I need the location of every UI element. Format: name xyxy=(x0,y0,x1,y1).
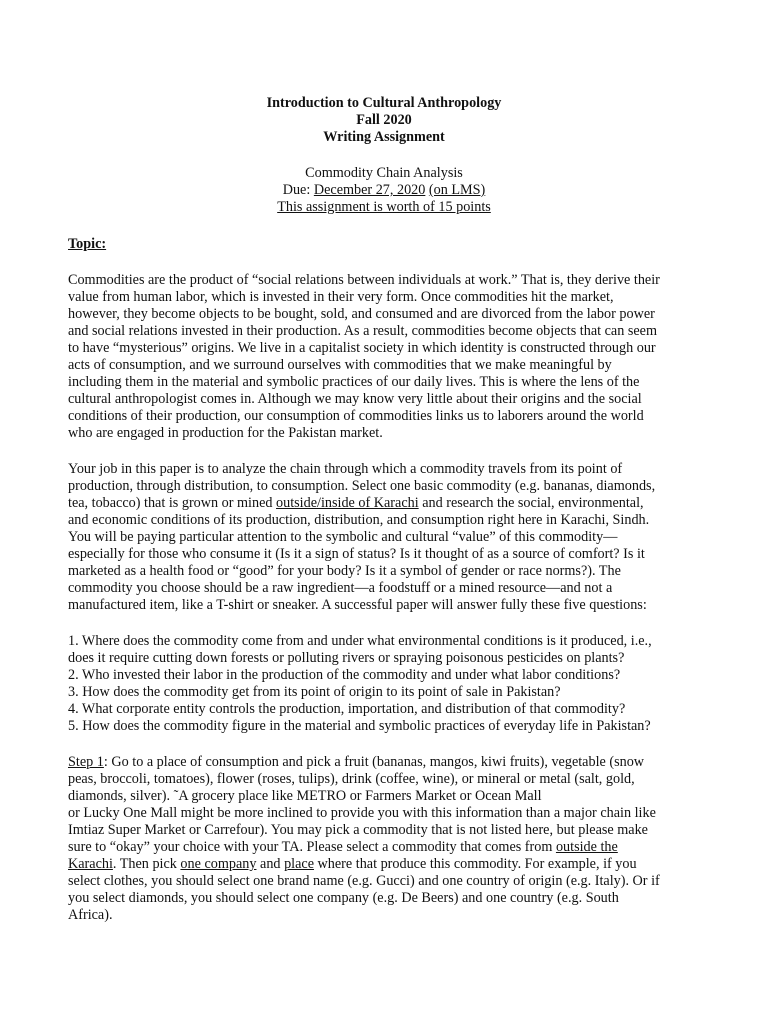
para2-line: and economic conditions of its production, distribution, and consumption right here in Karachi, Sindh. xyxy=(68,512,650,528)
para2-text: tea, tobacco) that is grown or mined xyxy=(68,495,277,511)
para1-line: and social relations invested in their production. As a result, commodities become objects that can seem xyxy=(68,323,658,339)
topic-heading: Topic: xyxy=(68,236,107,252)
step1-line: Imtiaz Super Market or Carrefour). You may pick a commodity that is not listed here, but please make xyxy=(68,822,648,838)
question-line: 5. How does the commodity figure in the material and symbolic practices of everyday life in Pakistan? xyxy=(68,718,651,734)
para2-line: You will be paying particular attention to the symbolic and cultural “value” of this commodity— xyxy=(68,529,618,545)
para1-line: value from human labor, which is invested in their very form. Once commodities hit the market, xyxy=(68,289,614,305)
step1-text: sure to “okay” your choice with your TA. Please select a commodity that comes from xyxy=(68,839,556,855)
para2-line xyxy=(68,495,644,512)
question-line: 3. How does the commodity get from its point of origin to its point of sale in Pakistan? xyxy=(68,684,561,700)
para2-line: especially for those who consume it (Is it a sign of status? Is it thought of as a source of comfort? Is it xyxy=(68,546,645,562)
step1-line: peas, broccoli, tomatoes), flower (roses, tulips), drink (coffee, wine), or mineral or metal (salt, gold, xyxy=(68,771,635,787)
step1-line xyxy=(68,754,644,771)
assignment-type: Writing Assignment xyxy=(323,129,445,145)
para2-text: and research the social, environmental, xyxy=(418,495,644,511)
para1-line: including them in the material and symbolic practices of our daily lives. This is where the lens of the xyxy=(68,374,640,390)
step1-emphasis: outside the xyxy=(555,839,618,855)
para2-line: manufactured item, like a T-shirt or sneaker. A successful paper will answer fully these five questions: xyxy=(68,597,647,613)
due-prefix: Due: xyxy=(282,182,314,198)
location-emphasis: outside/inside of Karachi xyxy=(276,495,419,511)
para1-line: conditions of their production, our consumption of commodities links us to laborers around the world xyxy=(68,408,644,424)
para2-line: marketed as a health food or “good” for your body? Is it a symbol of gender or race norms?). The xyxy=(68,563,621,579)
question-line: 1. Where does the commodity come from and under what environmental conditions is it produced, i.e., xyxy=(68,633,652,649)
step1-line: you select diamonds, you should select one company (e.g. De Beers) and one country (e.g. South xyxy=(68,890,619,906)
step1-text: and xyxy=(256,856,285,872)
step1-line: Africa). xyxy=(68,907,113,923)
worth-line: This assignment is worth of 15 points xyxy=(277,199,491,215)
step1-emphasis: one company xyxy=(180,856,257,872)
question-line: 4. What corporate entity controls the production, importation, and distribution of that commodity? xyxy=(68,701,626,717)
step1-text: where that produce this commodity. For example, if you xyxy=(314,856,637,872)
step1-line xyxy=(68,839,618,856)
due-date: December 27, 2020 xyxy=(313,182,426,198)
due-line xyxy=(0,182,768,199)
step1-line: or Lucky One Mall might be more inclined to provide you with this information than a major chain like xyxy=(68,805,656,821)
due-where: (on LMS) xyxy=(428,182,486,198)
para1-line: Commodities are the product of “social relations between individuals at work.” That is, they derive their xyxy=(68,272,660,288)
step1-line: select clothes, you should select one brand name (e.g. Gucci) and one country of origin (e.g. Italy). Or if xyxy=(68,873,660,889)
assignment-subtitle: Commodity Chain Analysis xyxy=(305,165,463,181)
term: Fall 2020 xyxy=(356,112,412,128)
para1-line: acts of consumption, and we surround ourselves with commodities that we make meaningful by xyxy=(68,357,612,373)
course-title: Introduction to Cultural Anthropology xyxy=(266,95,502,111)
step1-emphasis: Karachi xyxy=(68,856,113,872)
question-line: does it require cutting down forests or polluting rivers or spraying poisonous pesticides on plants? xyxy=(68,650,625,666)
para1-line: to have “mysterious” origins. We live in a capitalist society in which identity is constructed through our xyxy=(68,340,656,356)
para2-line: production, through distribution, to consumption. Select one basic commodity (e.g. bananas, diamonds, xyxy=(68,478,656,494)
step1-line: diamonds, silver). ˜A grocery place like METRO or Farmers Market or Ocean Mall xyxy=(68,788,542,804)
step1-text: : Go to a place of consumption and pick a fruit (bananas, mangos, kiwi fruits), vegetable (snow xyxy=(103,754,645,770)
step1-line xyxy=(68,856,637,873)
step1-label: Step 1 xyxy=(68,754,104,770)
para2-line: commodity you choose should be a raw ingredient—a foodstuff or a mined resource—and not a xyxy=(68,580,613,596)
para1-line: however, they become objects to be bought, sold, and consumed and are divorced from the labor power xyxy=(68,306,655,322)
para2-line: Your job in this paper is to analyze the chain through which a commodity travels from its point of xyxy=(68,461,623,477)
step1-text: . Then pick xyxy=(112,856,181,872)
para1-line: cultural anthropologist comes in. Although we may know very little about their origins and the social xyxy=(68,391,642,407)
step1-emphasis: place xyxy=(284,856,314,872)
question-line: 2. Who invested their labor in the production of the commodity and under what labor conditions? xyxy=(68,667,621,683)
para1-line: who are engaged in production for the Pakistan market. xyxy=(68,425,383,441)
